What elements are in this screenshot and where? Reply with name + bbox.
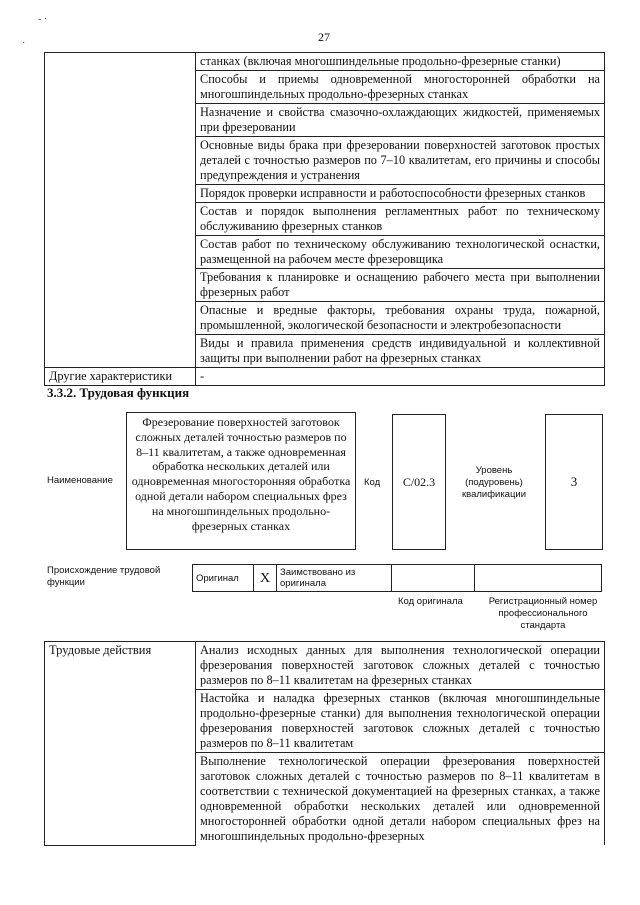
table-row: Требования к планировке и оснащению рабочего места при выполнении фрезерных работ	[196, 269, 605, 302]
table-row: Назначение и свойства смазочно-охлаждающих жидкостей, применяемых при фрезеровании	[196, 104, 605, 137]
table-row: Опасные и вредные факторы, требования охраны труда, пожарной, промышленной, экологической безопасности и электробезопасности	[196, 302, 605, 335]
table-row: Состав работ по техническому обслуживанию технологической оснастки, размещенной на рабочем месте фрезеровщика	[196, 236, 605, 269]
code-original-cell	[392, 565, 475, 592]
table-row: станках (включая многошпиндельные продольно-фрезерные станки)	[196, 53, 605, 71]
work-actions-table	[44, 641, 605, 846]
code-value-box: С/02.3	[392, 414, 446, 550]
table-row: Порядок проверки исправности и работоспособности фрезерных станков	[196, 185, 605, 203]
origin-label: Происхождение трудовой функции	[47, 565, 161, 588]
origin-table	[192, 564, 602, 592]
scan-artifact: - ·	[38, 14, 48, 25]
code-original-caption: Код оригинала	[398, 596, 463, 607]
table-row: Настойка и наладка фрезерных станков (включая многошпиндельные продольно-фрезерные станки) для выполнения технологической операции фрезерования поверхностей заготовок сложных деталей с точностью размеров по 8–11 квалитетам	[196, 690, 605, 753]
scan-artifact: ·	[22, 38, 26, 49]
code-label: Код	[364, 477, 381, 488]
reg-number-caption: Регистрационный номер профессионального стандарта	[488, 596, 598, 631]
original-label: Оригинал	[193, 565, 254, 592]
page-number: 27	[318, 30, 330, 44]
work-actions-label: Трудовые действия	[45, 642, 196, 846]
function-name-box: Фрезерование поверхностей заготовок сложных деталей точностью размеров по 8–11 квалитетам, а также одновременная обработка нескольких деталей или одновременная многосторонняя обработка одной детали набором специальных фрез на многошпиндельных продольно-фрезерных станках	[126, 412, 356, 550]
name-label: Наименование	[47, 475, 113, 486]
label-cell-empty	[45, 53, 196, 368]
table-row: Способы и приемы одновременной многосторонней обработки на многошпиндельных продольно-фрезерных станках	[196, 71, 605, 104]
original-mark: X	[254, 565, 277, 592]
level-label: Уровень (подуровень) квалификации	[461, 465, 527, 500]
table-row: Анализ исходных данных для выполнения технологической операции фрезерования поверхностей заготовок сложных деталей с точностью размеров по 8–11 квалитетам на фрезерных станках	[196, 642, 605, 690]
borrowed-label: Заимствовано из оригинала	[277, 565, 392, 592]
table-row: Виды и правила применения средств индивидуальной и коллективной защиты при выполнении работ на фрезерных станках	[196, 335, 605, 368]
table-row: Основные виды брака при фрезеровании поверхностей заготовок простых деталей с точностью размеров по 7–10 квалитетам, его причины и способы предупреждения и устранения	[196, 137, 605, 185]
other-characteristics-label: Другие характеристики	[45, 368, 196, 386]
table-row: Состав и порядок выполнения регламентных работ по техническому обслуживанию фрезерных станков	[196, 203, 605, 236]
other-characteristics-value: -	[196, 368, 605, 386]
table-row: Выполнение технологической операции фрезерования поверхностей заготовок сложных деталей с точностью размеров по 8–11 квалитетам в соответствии с технической документацией на фрезерных станках, а также одновременной обработки нескольких деталей или одновременной многосторонней обработки одной детали набором специальных фрез на многошпиндельных продольно-фрезерных	[196, 753, 605, 846]
level-value-box: 3	[545, 414, 603, 550]
reg-number-cell	[475, 565, 602, 592]
section-title: 3.3.2. Трудовая функция	[47, 385, 190, 400]
knowledge-continuation-table	[44, 52, 605, 386]
